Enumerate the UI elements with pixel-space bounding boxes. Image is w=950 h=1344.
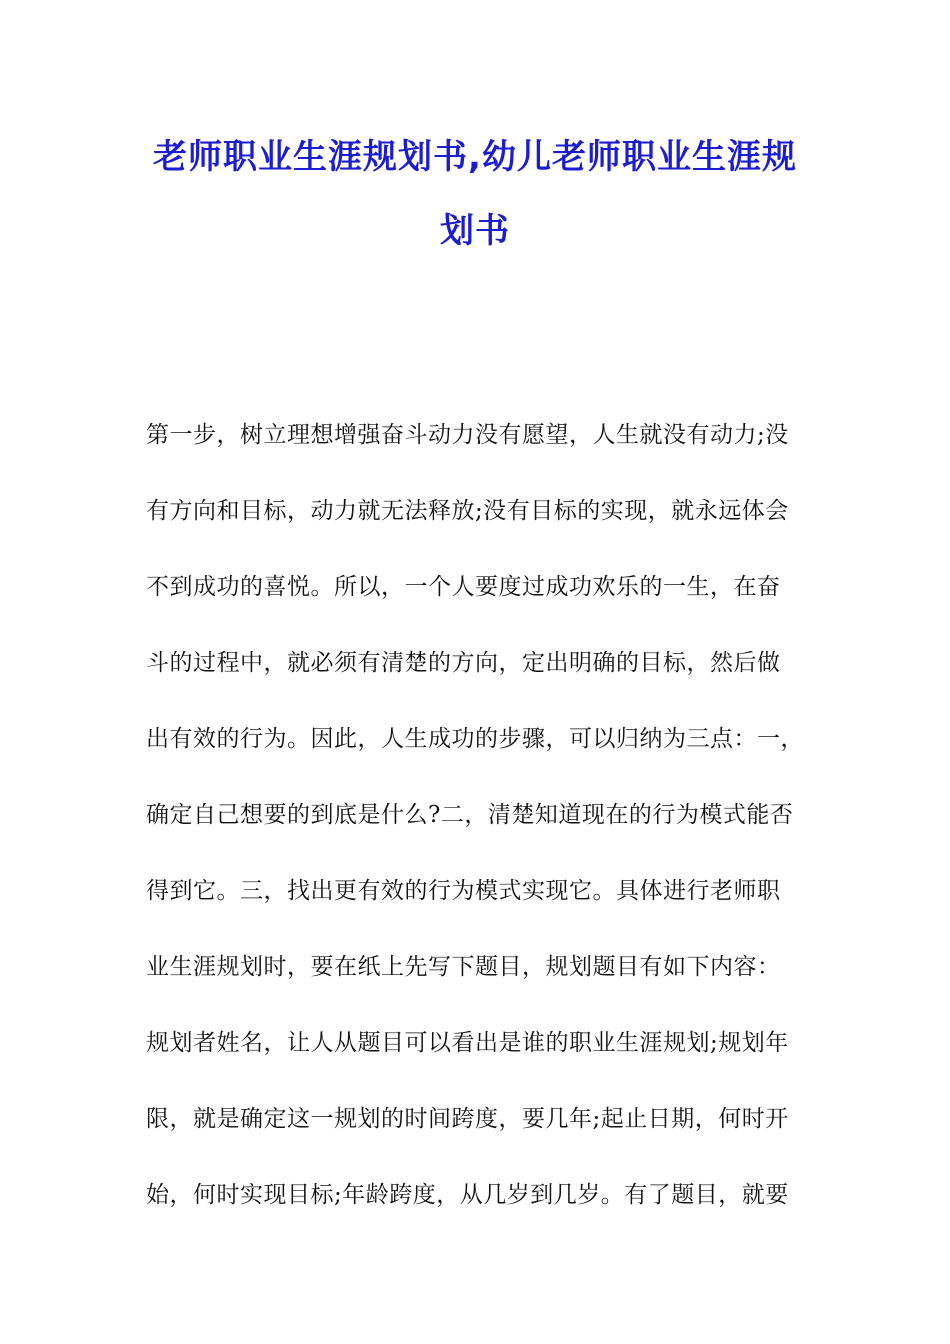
paragraph-line: 确定自己想要的到底是什么?二，清楚知道现在的行为模式能否 — [146, 802, 794, 828]
paragraph-line: 不到成功的喜悦。所以，一个人要度过成功欢乐的一生，在奋 — [146, 574, 781, 600]
paragraph-line: 第一步，树立理想增强奋斗动力没有愿望，人生就没有动力;没 — [146, 422, 789, 448]
body-paragraph — [146, 407, 826, 1243]
paragraph-line: 规划者姓名，让人从题目可以看出是谁的职业生涯规划;规划年 — [146, 1030, 789, 1056]
paragraph-line: 出有效的行为。因此，人生成功的步骤，可以归纳为三点：一， — [146, 726, 804, 752]
paragraph-line: 始，何时实现目标;年龄跨度，从几岁到几岁。有了题目，就要 — [146, 1182, 789, 1208]
paragraph-line: 斗的过程中，就必须有清楚的方向，定出明确的目标，然后做 — [146, 650, 781, 676]
paragraph-line: 业生涯规划时，要在纸上先写下题目，规划题目有如下内容： — [146, 954, 781, 980]
title-line: 老师职业生涯规划书,幼儿老师职业生涯规 — [153, 137, 797, 177]
paragraph-line: 有方向和目标，动力就无法释放;没有目标的实现，就永远体会 — [146, 498, 789, 524]
paragraph-line: 限，就是确定这一规划的时间跨度，要几年;起止日期，何时开 — [146, 1106, 789, 1132]
title-line: 划书 — [440, 211, 510, 251]
document-title — [140, 120, 810, 268]
paragraph-line: 得到它。三，找出更有效的行为模式实现它。具体进行老师职 — [146, 878, 781, 904]
